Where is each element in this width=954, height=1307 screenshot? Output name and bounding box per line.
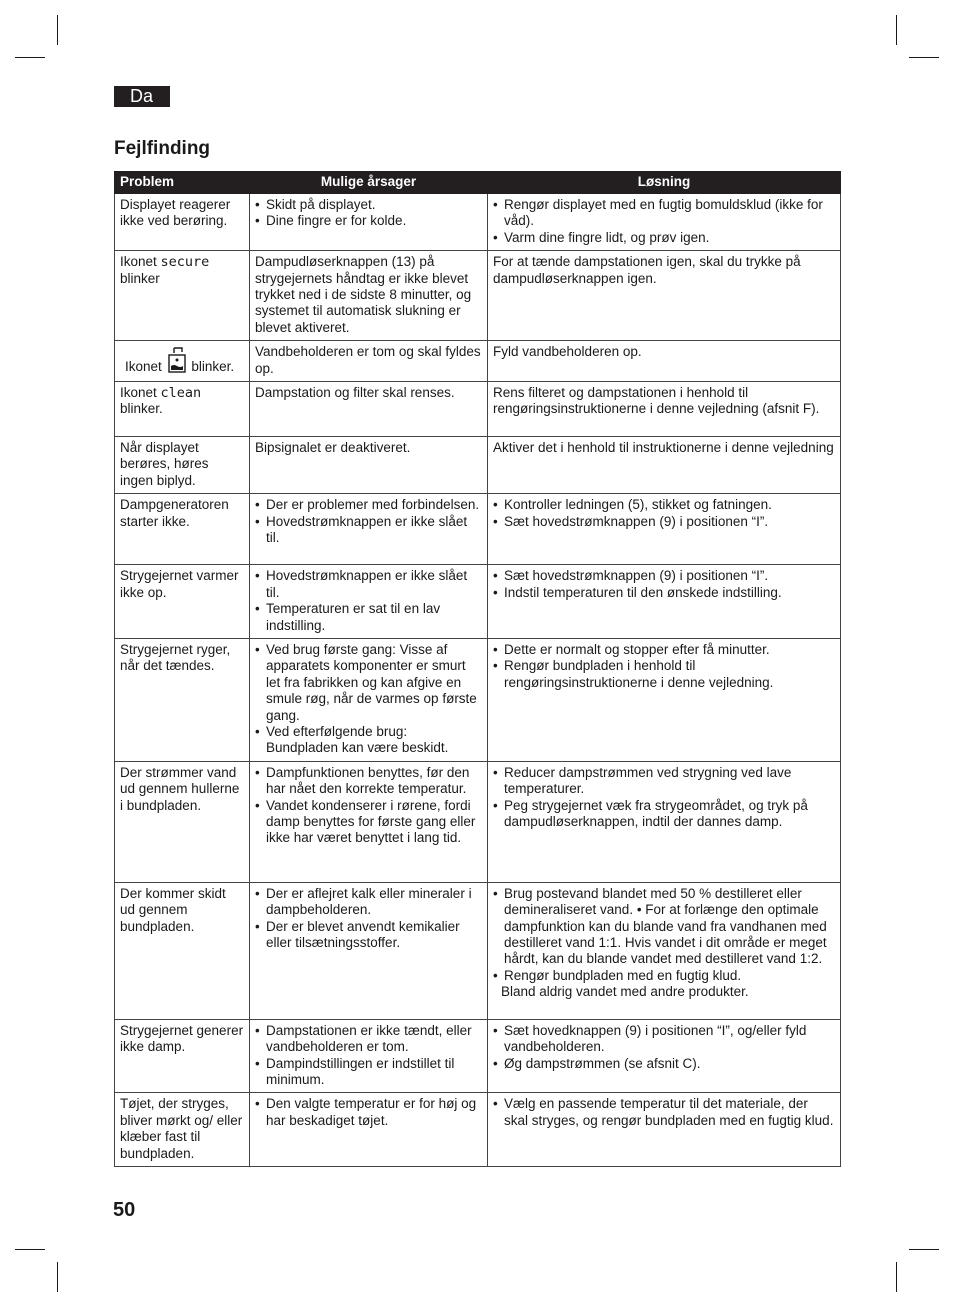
solution-cell: Fyld vandbeholderen op. <box>488 341 841 382</box>
solution-item: • Øg dampstrømmen (se afsnit C). <box>493 1056 835 1072</box>
solution-cell <box>488 565 841 639</box>
solution-item: • Rengør displayet med en fugtig bomuldsklud (ikke for våd). <box>493 197 835 230</box>
problem-cell <box>115 382 250 437</box>
crop-mark <box>909 1249 939 1250</box>
solution-cell <box>488 761 841 882</box>
causes-cell: Vandbeholderen er tom og skal fyldes op. <box>250 341 488 382</box>
causes-cell <box>250 565 488 639</box>
table-header-row <box>115 172 841 194</box>
problem-cell: Når displayet berøres, høres ingen biplyd. <box>115 437 250 494</box>
cause-item: • Dampindstillingen er indstillet til minimum. <box>255 1056 482 1089</box>
table-row <box>115 638 841 761</box>
table-row <box>115 1019 841 1093</box>
table-row <box>115 761 841 882</box>
crop-mark <box>57 15 58 45</box>
solution-cell <box>488 638 841 761</box>
cause-item: • Hovedstrømknappen er ikke slået til. <box>255 514 482 547</box>
causes-cell: Bipsignalet er deaktiveret. <box>250 437 488 494</box>
cause-item: • Der er aflejret kalk eller mineraler i dampbeholderen. <box>255 886 482 919</box>
problem-suffix: blinker. <box>120 401 163 417</box>
water-tank-icon <box>168 347 186 377</box>
cause-item: • Dampstationen er ikke tændt, eller vandbeholderen er tom. <box>255 1023 482 1056</box>
cause-item: • Ved brug første gang: Visse af apparatets komponenter er smurt let fra fabrikken og kan afgive en smule røg, når de varmes op første gang. <box>255 642 482 724</box>
crop-mark <box>909 57 939 58</box>
solution-cell: Rens filteret og dampstationen i henhold til rengøringsinstruktionerne i denne vejledning (afsnit F). <box>488 382 841 437</box>
problem-prefix: Ikonet <box>120 254 157 270</box>
solution-note: Bland aldrig vandet med andre produkter. <box>501 984 749 1000</box>
problem-cell <box>115 341 250 382</box>
solution-item: • Dette er normalt og stopper efter få minutter. <box>493 642 835 658</box>
problem-cell: Der strømmer vand ud gennem hullerne i bundpladen. <box>115 761 250 882</box>
solution-cell: Aktiver det i henhold til instruktionerne i denne vejledning <box>488 437 841 494</box>
solution-item: • Varm dine fingre lidt, og prøv igen. <box>493 230 835 246</box>
header-causes: Mulige årsager <box>250 172 488 194</box>
problem-cell: Displayet reagerer ikke ved berøring. <box>115 194 250 251</box>
solution-item: • Sæt hovedknappen (9) i positionen “I”, og/eller fyld vandbeholderen. <box>493 1023 835 1056</box>
problem-suffix: blinker <box>120 270 160 286</box>
secure-icon: secure <box>160 254 210 271</box>
table-row <box>115 194 841 251</box>
causes-cell <box>250 761 488 882</box>
solution-cell <box>488 1019 841 1093</box>
table-row <box>115 437 841 494</box>
causes-cell: Dampstation og filter skal renses. <box>250 382 488 437</box>
causes-cell <box>250 1019 488 1093</box>
solution-item: • Kontroller ledningen (5), stikket og fatningen. <box>493 497 835 513</box>
cause-item: • Dampfunktionen benyttes, før den har nået den korrekte temperatur. <box>255 765 482 798</box>
solution-item: • Brug postevand blandet med 50 % destilleret eller demineraliseret vand. • For at forlænge den optimale dampfunktion kan du blande vand fra vandhanen med destilleret vand 1:1. Hvis vandet i dit område er meget hårdt, kan du blande vandet med destilleret vand 1:2. <box>493 886 835 968</box>
solution-cell <box>488 1093 841 1167</box>
solution-cell <box>488 194 841 251</box>
problem-cell: Strygejernet ryger, når det tændes. <box>115 638 250 761</box>
problem-cell: Der kommer skidt ud gennem bundpladen. <box>115 882 250 1019</box>
causes-cell <box>250 494 488 565</box>
table-row <box>115 382 841 437</box>
table-row <box>115 1093 841 1167</box>
cause-item: • Der er problemer med forbindelsen. <box>255 497 482 513</box>
table-row <box>115 251 841 341</box>
solution-item: • Peg strygejernet væk fra strygeområdet, og tryk på dampudløserknappen, indtil der dannes damp. <box>493 798 835 831</box>
table-row <box>115 494 841 565</box>
cause-item: • Skidt på displayet. <box>255 197 482 213</box>
table-row <box>115 882 841 1019</box>
problem-cell: Strygejernet generer ikke damp. <box>115 1019 250 1093</box>
causes-cell <box>250 882 488 1019</box>
solution-item: • Rengør bundpladen med en fugtig klud. <box>493 968 835 984</box>
problem-prefix: Ikonet <box>120 385 157 401</box>
causes-cell <box>250 194 488 251</box>
problem-cell: Strygejernet varmer ikke op. <box>115 565 250 639</box>
causes-cell: Dampudløserknappen (13) på strygejernets håndtag er ikke blevet trykket ned i de sidste 8 minutter, og systemet til automatisk slukning er blevet aktiveret. <box>250 251 488 341</box>
crop-mark <box>896 15 897 45</box>
cause-item: • Der er blevet anvendt kemikalier eller tilsætningsstoffer. <box>255 919 482 952</box>
cause-item: • Ved efterfølgende brug: Bundpladen kan være beskidt. <box>255 724 482 757</box>
solution-item: • Indstil temperaturen til den ønskede indstilling. <box>493 585 835 601</box>
problem-prefix: Ikonet <box>125 358 162 374</box>
solution-item: • Rengør bundpladen i henhold til rengøringsinstruktionerne i denne vejledning. <box>493 658 835 691</box>
solution-item: • Vælg en passende temperatur til det materiale, der skal stryges, og rengør bundpladen med en fugtig klud. <box>493 1096 835 1129</box>
problem-cell <box>115 251 250 341</box>
cause-item: • Vandet kondenserer i rørene, fordi damp benyttes for første gang eller ikke har været benyttet i lang tid. <box>255 798 482 847</box>
page-title: Fejlfinding <box>114 138 211 159</box>
solution-item: • Reducer dampstrømmen ved strygning ved lave temperaturer. <box>493 765 835 798</box>
problem-suffix: blinker. <box>191 358 235 374</box>
crop-mark <box>15 1249 45 1250</box>
causes-cell <box>250 638 488 761</box>
problem-cell: Dampgeneratoren starter ikke. <box>115 494 250 565</box>
page-number: 50 <box>113 1199 136 1221</box>
solution-cell <box>488 882 841 1019</box>
header-problem: Problem <box>115 172 250 194</box>
causes-cell <box>250 1093 488 1167</box>
problem-cell: Tøjet, der stryges, bliver mørkt og/ eller klæber fast til bundpladen. <box>115 1093 250 1167</box>
solution-cell <box>488 494 841 565</box>
solution-cell: For at tænde dampstationen igen, skal du trykke på dampudløserknappen igen. <box>488 251 841 341</box>
cause-item: • Den valgte temperatur er for høj og har beskadiget tøjet. <box>255 1096 482 1129</box>
table-row <box>115 565 841 639</box>
troubleshooting-table <box>114 171 841 1167</box>
cause-item: • Hovedstrømknappen er ikke slået til. <box>255 568 482 601</box>
cause-item: • Dine fingre er for kolde. <box>255 213 482 229</box>
cause-item: • Temperaturen er sat til en lav indstilling. <box>255 601 482 634</box>
solution-item: • Sæt hovedstrømknappen (9) i positionen “I”. <box>493 568 835 584</box>
crop-mark <box>57 1262 58 1292</box>
crop-mark <box>896 1262 897 1292</box>
table-row <box>115 341 841 382</box>
crop-mark <box>15 57 45 58</box>
language-tab: Da <box>114 86 170 107</box>
header-solution: Løsning <box>488 172 841 194</box>
clean-icon: clean <box>160 385 202 402</box>
solution-item: • Sæt hovedstrømknappen (9) i positionen “I”. <box>493 514 835 530</box>
